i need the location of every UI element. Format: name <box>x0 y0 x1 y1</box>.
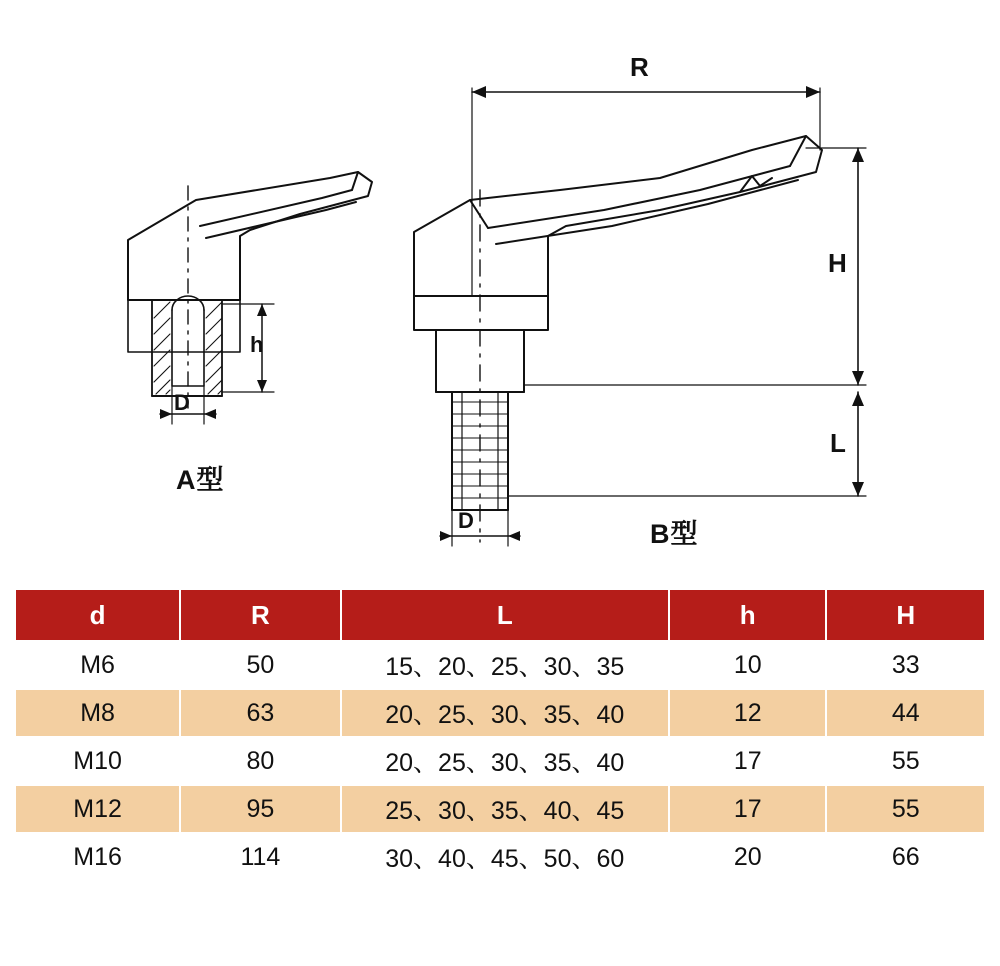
cell-d: M6 <box>15 641 180 689</box>
dim-label-h-upper: H <box>828 248 847 278</box>
cell-H: 55 <box>826 737 985 785</box>
cell-l: 30、40、45、50、60 <box>341 833 669 881</box>
table-row <box>15 737 985 785</box>
cell-h: 17 <box>669 785 827 833</box>
cell-H: 66 <box>826 833 985 881</box>
header-cell-l: L <box>341 589 669 641</box>
cell-h: 20 <box>669 833 827 881</box>
cell-H: 44 <box>826 689 985 737</box>
label-type-a: A型 <box>176 465 225 495</box>
dim-label-d-a: D <box>174 390 190 415</box>
cell-r: 63 <box>180 689 340 737</box>
cell-H: 33 <box>826 641 985 689</box>
table-row <box>15 785 985 833</box>
cell-d: M16 <box>15 833 180 881</box>
cell-r: 95 <box>180 785 340 833</box>
cell-r: 80 <box>180 737 340 785</box>
cell-r: 114 <box>180 833 340 881</box>
cell-h: 10 <box>669 641 827 689</box>
handle-a-drawing <box>128 172 372 424</box>
table-row <box>15 641 985 689</box>
handle-b-drawing <box>414 86 866 546</box>
cell-l: 20、25、30、35、40 <box>341 737 669 785</box>
cell-H: 55 <box>826 785 985 833</box>
specification-table <box>14 588 986 882</box>
cell-l: 15、20、25、30、35 <box>341 641 669 689</box>
header-cell-H: H <box>826 589 985 641</box>
header-cell-r: R <box>180 589 340 641</box>
dim-label-h-lower: h <box>250 332 264 357</box>
table-row <box>15 833 985 881</box>
cell-d: M8 <box>15 689 180 737</box>
cell-d: M12 <box>15 785 180 833</box>
table-row <box>15 689 985 737</box>
cell-h: 17 <box>669 737 827 785</box>
cell-r: 50 <box>180 641 340 689</box>
cell-l: 25、30、35、40、45 <box>341 785 669 833</box>
cell-d: M10 <box>15 737 180 785</box>
header-cell-d: d <box>15 589 180 641</box>
header-cell-h: h <box>669 589 827 641</box>
dim-label-d-b: D <box>458 508 474 533</box>
cell-l: 20、25、30、35、40 <box>341 689 669 737</box>
label-type-b: B型 <box>650 519 699 549</box>
dim-label-r: R <box>630 52 649 82</box>
dim-label-l: L <box>830 428 846 458</box>
cell-h: 12 <box>669 689 827 737</box>
table-header-row <box>15 589 985 641</box>
